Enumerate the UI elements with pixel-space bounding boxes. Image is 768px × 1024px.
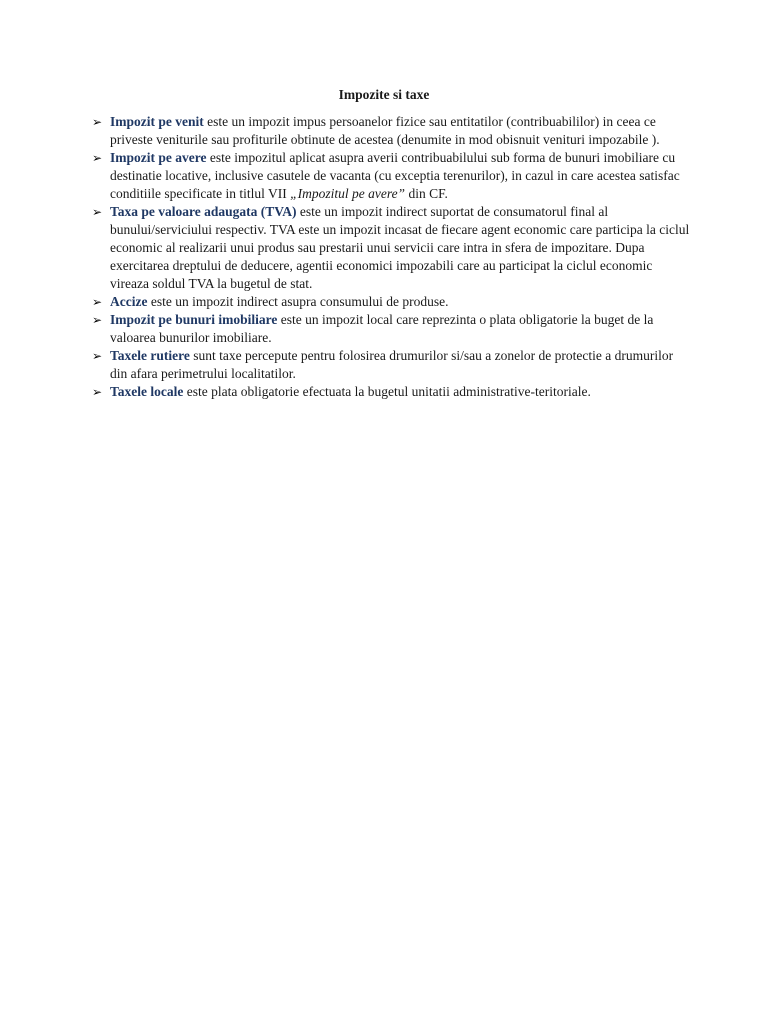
arrow-bullet-icon: ➢: [92, 115, 103, 129]
definition-text: este un impozit indirect asupra consumului de produse.: [147, 294, 449, 309]
italic-reference: „Impozitul pe avere”: [290, 186, 406, 201]
arrow-bullet-icon: ➢: [92, 349, 103, 363]
definition-text: este un impozit local care reprezinta o plata obligatorie la buget de la valoarea bunurilor imobiliare.: [110, 312, 654, 345]
definition-text: este un impozit indirect suportat de consumatorul final al bunului/serviciului respectiv. TVA este un impozit incasat de fiecare agent economic care participa la ciclul economic al realizarii unui produs sau prestarii unui servicii care intra in sfera de impozitare. Dupa exercitarea dreptului de deducere, agentii economici impozabili care au participat la ciclul economic vireaza soldul TVA la bugetul de stat.: [110, 204, 690, 291]
term-taxele-locale: Taxele locale: [110, 384, 184, 399]
definition-text: sunt taxe percepute pentru folosirea drumurilor si/sau a zonelor de protectie a drumurilor din afara perimetrului localitatilor.: [110, 348, 674, 381]
list-item-tva: [92, 203, 692, 293]
list-item-taxele-locale: [92, 383, 692, 401]
definition-text: este impozitul aplicat asupra averii contribuabilului sub forma de bunuri imobiliare cu destinatie locative, inclusive casutele de vacanta (cu exceptia terenurilor), in cazul in care acestea satisfac conditiile specificate in titlul VII: [110, 150, 680, 201]
list-item-impozit-pe-venit: [92, 113, 692, 149]
arrow-bullet-icon: ➢: [92, 151, 103, 165]
list-item-impozit-pe-avere: [92, 149, 692, 203]
term-tva: Taxa pe valoare adaugata (TVA): [110, 204, 297, 219]
page-title: Impozite si taxe: [338, 87, 430, 102]
term-impozit-bunuri-imobiliare: Impozit pe bunuri imobiliare: [110, 312, 278, 327]
arrow-bullet-icon: ➢: [92, 295, 103, 309]
term-impozit-pe-venit: Impozit pe venit: [110, 114, 204, 129]
definition-text: este plata obligatorie efectuata la bugetul unitatii administrative-teritoriale.: [183, 384, 591, 399]
arrow-bullet-icon: ➢: [92, 205, 103, 219]
definition-text: este un impozit impus persoanelor fizice sau entitatilor (contribuabililor) in ceea ce priveste veniturile sau profiturile obtinute de acestea (denumite in mod obisnuit venituri impozabile ).: [110, 114, 660, 147]
term-taxele-rutiere: Taxele rutiere: [110, 348, 190, 363]
term-accize: Accize: [110, 294, 148, 309]
list-item-taxele-rutiere: [92, 347, 692, 383]
arrow-bullet-icon: ➢: [92, 313, 103, 327]
list-item-accize: [92, 293, 692, 311]
definition-text-end: din CF.: [405, 186, 448, 201]
arrow-bullet-icon: ➢: [92, 385, 103, 399]
tax-list: [92, 113, 692, 401]
term-impozit-pe-avere: Impozit pe avere: [110, 150, 207, 165]
list-item-impozit-bunuri-imobiliare: [92, 311, 692, 347]
